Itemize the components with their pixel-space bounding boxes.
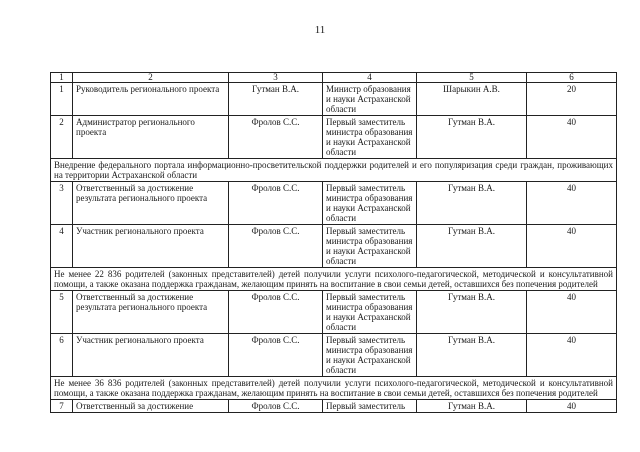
table-row bbox=[51, 334, 617, 377]
table-row bbox=[51, 83, 617, 116]
workload-cell: 40 bbox=[527, 225, 617, 268]
row-number: 4 bbox=[51, 225, 73, 268]
person-cell: Гутман В.А. bbox=[229, 83, 323, 116]
supervisor-cell: Гутман В.А. bbox=[417, 182, 527, 225]
person-cell: Фролов С.С. bbox=[229, 291, 323, 334]
page-number: 11 bbox=[314, 24, 326, 36]
header-cell: 3 bbox=[229, 73, 323, 83]
person-cell: Фролов С.С. bbox=[229, 400, 323, 413]
table-row bbox=[51, 225, 617, 268]
workload-cell: 40 bbox=[527, 291, 617, 334]
role-cell: Администратор регионального проекта bbox=[73, 116, 229, 159]
supervisor-cell: Гутман В.А. bbox=[417, 400, 527, 413]
header-cell: 2 bbox=[73, 73, 229, 83]
person-cell: Фролов С.С. bbox=[229, 334, 323, 377]
header-cell: 1 bbox=[51, 73, 73, 83]
responsibility-table bbox=[50, 72, 617, 413]
row-number: 1 bbox=[51, 83, 73, 116]
supervisor-cell: Гутман В.А. bbox=[417, 225, 527, 268]
position-cell: Первый заместитель министра образования и науки Астраханской области bbox=[323, 116, 417, 159]
role-cell: Ответственный за достижение результата регионального проекта bbox=[73, 182, 229, 225]
role-cell: Участник регионального проекта bbox=[73, 225, 229, 268]
workload-cell: 40 bbox=[527, 400, 617, 413]
person-cell: Фролов С.С. bbox=[229, 116, 323, 159]
position-cell: Первый заместитель bbox=[323, 400, 417, 413]
person-cell: Фролов С.С. bbox=[229, 182, 323, 225]
workload-cell: 20 bbox=[527, 83, 617, 116]
table-row bbox=[51, 116, 617, 159]
position-cell: Министр образования и науки Астраханской области bbox=[323, 83, 417, 116]
position-cell: Первый заместитель министра образования и науки Астраханской области bbox=[323, 225, 417, 268]
row-number: 6 bbox=[51, 334, 73, 377]
section-row bbox=[51, 159, 617, 182]
person-cell: Фролов С.С. bbox=[229, 225, 323, 268]
header-cell: 4 bbox=[323, 73, 417, 83]
workload-cell: 40 bbox=[527, 182, 617, 225]
table-header-row bbox=[51, 73, 617, 83]
supervisor-cell: Шарыкин А.В. bbox=[417, 83, 527, 116]
role-cell: Ответственный за достижение bbox=[73, 400, 229, 413]
section-text: Внедрение федерального портала информационно-просветительской поддержки родителей и его популяризация среди граждан, проживающих на территории Астраханской области bbox=[51, 159, 617, 182]
table-row bbox=[51, 182, 617, 225]
row-number: 2 bbox=[51, 116, 73, 159]
role-cell: Участник регионального проекта bbox=[73, 334, 229, 377]
section-row bbox=[51, 268, 617, 291]
header-cell: 5 bbox=[417, 73, 527, 83]
row-number: 3 bbox=[51, 182, 73, 225]
supervisor-cell: Гутман В.А. bbox=[417, 334, 527, 377]
section-text: Не менее 22 836 родителей (законных представителей) детей получили услуги психолого-педагогической, методической и консультативной помощи, а также оказана поддержка гражданам, желающим принять на воспитание в свои семьи детей, оставшихся без попечения родителей bbox=[51, 268, 617, 291]
role-cell: Ответственный за достижение результата регионального проекта bbox=[73, 291, 229, 334]
section-row bbox=[51, 377, 617, 400]
workload-cell: 40 bbox=[527, 116, 617, 159]
workload-cell: 40 bbox=[527, 334, 617, 377]
supervisor-cell: Гутман В.А. bbox=[417, 116, 527, 159]
position-cell: Первый заместитель министра образования и науки Астраханской области bbox=[323, 182, 417, 225]
section-text: Не менее 36 836 родителей (законных представителей) детей получили услуги психолого-педагогической, методической и консультативной помощи, а также оказана поддержка гражданам, желающим принять на воспитание в свои семьи детей, оставшихся без попечения родителей bbox=[51, 377, 617, 400]
position-cell: Первый заместитель министра образования и науки Астраханской области bbox=[323, 291, 417, 334]
position-cell: Первый заместитель министра образования и науки Астраханской области bbox=[323, 334, 417, 377]
table-row bbox=[51, 400, 617, 413]
row-number: 7 bbox=[51, 400, 73, 413]
supervisor-cell: Гутман В.А. bbox=[417, 291, 527, 334]
role-cell: Руководитель регионального проекта bbox=[73, 83, 229, 116]
table-row bbox=[51, 291, 617, 334]
row-number: 5 bbox=[51, 291, 73, 334]
header-cell: 6 bbox=[527, 73, 617, 83]
